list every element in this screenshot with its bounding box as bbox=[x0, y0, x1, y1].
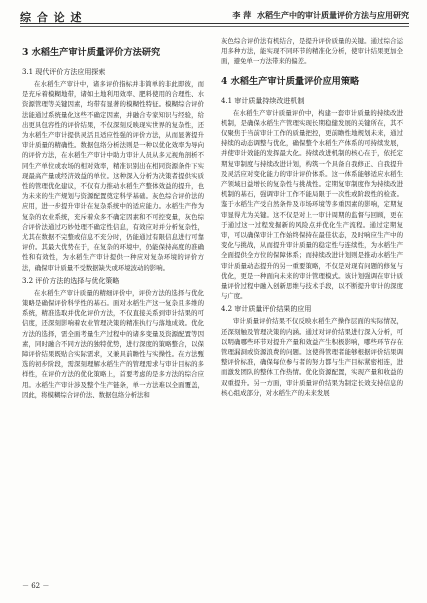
section-4-heading: 4 水稻生产审计质量评价应用策略 bbox=[221, 75, 360, 87]
subsection-4-2-heading: 4.2 审计质量评价结果的应用 bbox=[221, 305, 312, 314]
header-rule-thin bbox=[20, 26, 409, 27]
right-column bbox=[221, 36, 403, 586]
paragraph-4-1: 在水稻生产审计质量评价中，构建一套审计质量的持续改进机制，是确保水稻生产管理实现长期稳健发展的关键所在，其不仅聚焦于当前审计工作的质量把控，更前瞻性地规划未来，通过持续的动态调整与优化，确保整个水稻生产体系的可持续发展，并使审计效能的发挥最大化。持续改进机制的核心在于，依托定期复审制度与持续改进计划，构筑一个具备自我修正、自我提升及灵活应对变化能力的审计评价体系。这一体系能够适应水稻生产领域日益增长的复杂性与挑战性。定期复审制度作为持续改进机制的基石，强调审计工作不能局限于一次性或阶段性的检查。鉴于水稻生产受自然条件及市场环境等多重因素的影响，定期复审显得尤为关键。这不仅是对上一审计周期的监督与回顾，更在于通过这一过程发掘新的风险点并优化生产流程。通过定期复审，可以确保审计工作始终保持在最佳状态，及时响应生产中的变化与挑战，从而提升审计质量的稳定性与连续性，为水稻生产全面提供全方位的保障体系；而持续改进计划则是推动水稻生产审计质量动态提升的另一重要策略，不仅是对现有问题的修复与优化，更是一种面向未来的审计管理模式。该计划强调在审计质量评价过程中融入创新思维与技术手段，以不断提升审计的深度与广度。 bbox=[221, 108, 403, 301]
page-number: － 62 － bbox=[22, 582, 50, 590]
header-rule bbox=[20, 23, 409, 24]
paragraph-4-2: 审计质量评价结果不仅反映水稻生产操作层面的实际情况，还深刻触及管理决策的内涵。通过对评价结果进行深入分析，可以明确哪些环节对提升产量和效益产生积极影响，哪些环节存在管理漏洞或资源浪费的问题。这使得管理者能够根据评价结果调整评价标准，确保每位参与者的努力都与生产目标紧密相连，进而激发团队的整体工作热情。优化资源配置，实现产量和收益的双重提升。另一方面，审计质量评价结果为制定长效支持信息的核心组成部分，对水稻生产的未来发展 bbox=[221, 317, 403, 397]
subsection-3-1-heading: 3.1 现代评价方法应用探索 bbox=[22, 68, 106, 76]
section-label: 综 合 论 述 bbox=[20, 11, 83, 24]
subsection-4-1-heading: 4.1 审计质量持续改进机制 bbox=[221, 96, 305, 105]
header-right bbox=[229, 10, 409, 21]
paragraph-continued: 灰色综合评价法有机结合，是提升评价质量的关键。通过综合运用多种方法，能实现不同环节的精准化分析，使审计结果更加全面，避免单一方法带来的偏差。 bbox=[221, 37, 403, 66]
author-name: 李 萍 bbox=[232, 10, 252, 20]
paragraph-3-1: 在水稻生产审计中，诸多评价指标并非简单的非此即彼，而是充斥着模糊地带，诸如土地利用效率、肥料使用的合理性、水资源管理等关键因素，均带有显著的模糊性特征。模糊综合评价法能通过系统量化这些不确定因素，并融合专家知识与经验，给出更具包容性的评价结果，不仅深刻反映现实世界的复杂性，还为水稻生产审计提供灵活且适应性强的评价方法，从而显著提升审计质量的精确性。数据包络分析法则是一种以优化效率为导向的评价方法，在水稻生产审计中助力审计人员从多元视角剖析不同生产单位或农场的相对效率，精准识别出在相同资源条件下实现最高产量或经济效益的单位。这种深入分析为决策者提供实质性的管理优化建议，不仅有力推动水稻生产整体效益的提升，也为未来的生产规划与资源配置奠定科学基础。灰色综合评价法的应用，进一步提升审计在复杂系统中的适应能力。水稻生产作为复杂的农业系统，充斥着众多不确定因素和不可控变量，灰色综合评价法通过巧妙处理不确定性信息，有效应对并分析复杂性，尤其在数据不完整或信息不充分时，仍能通过有限信息进行可靠评价。其最大优势在于，在复杂的环境中，仍能保持高度的准确性和有效性，为水稻生产审计提供一种应对复杂环境的评价方法，确保审计质量不受数据缺失或环境波动的影响。 bbox=[22, 80, 204, 272]
subsection-3-2-heading: 3.2 评价方法的选择与优化策略 bbox=[22, 276, 120, 285]
left-column bbox=[22, 46, 204, 586]
running-header bbox=[20, 8, 409, 24]
section-3-heading: 3 水稻生产审计质量评价方法研究 bbox=[22, 47, 161, 58]
paragraph-3-2: 在水稻生产审计质量的精细评价中，评价方法的选择与优化策略是确保评价科学性的基石。面对水稻生产这一复杂且多维的系统，精准选取并优化评价方法，不仅直接关系到审计结果的可信度，还深刻影响着农业管理决策的精准执行与落地成效。优化方法的选择，需全面考量生产过程中的诸多变量及资源配置等因素，同时融合不同方法的独特优势，进行深度的策略整合，以保障评价结果既贴合实际需求，又兼具前瞻性与实操性。在方法甄选的初步阶段，需深刻理解水稻生产的管理需求与审计目标的多样性，在评价方法的优化策略上，首要考虑的是多方法的综合应用。水稻生产审计涉及整个生产链条，单一方法难以全面覆盖，因此，将模糊综合评价法、数据包络分析法和 bbox=[22, 288, 204, 399]
running-title: 水稻生产中的审计质量评价方法与应用研究 bbox=[257, 10, 409, 20]
